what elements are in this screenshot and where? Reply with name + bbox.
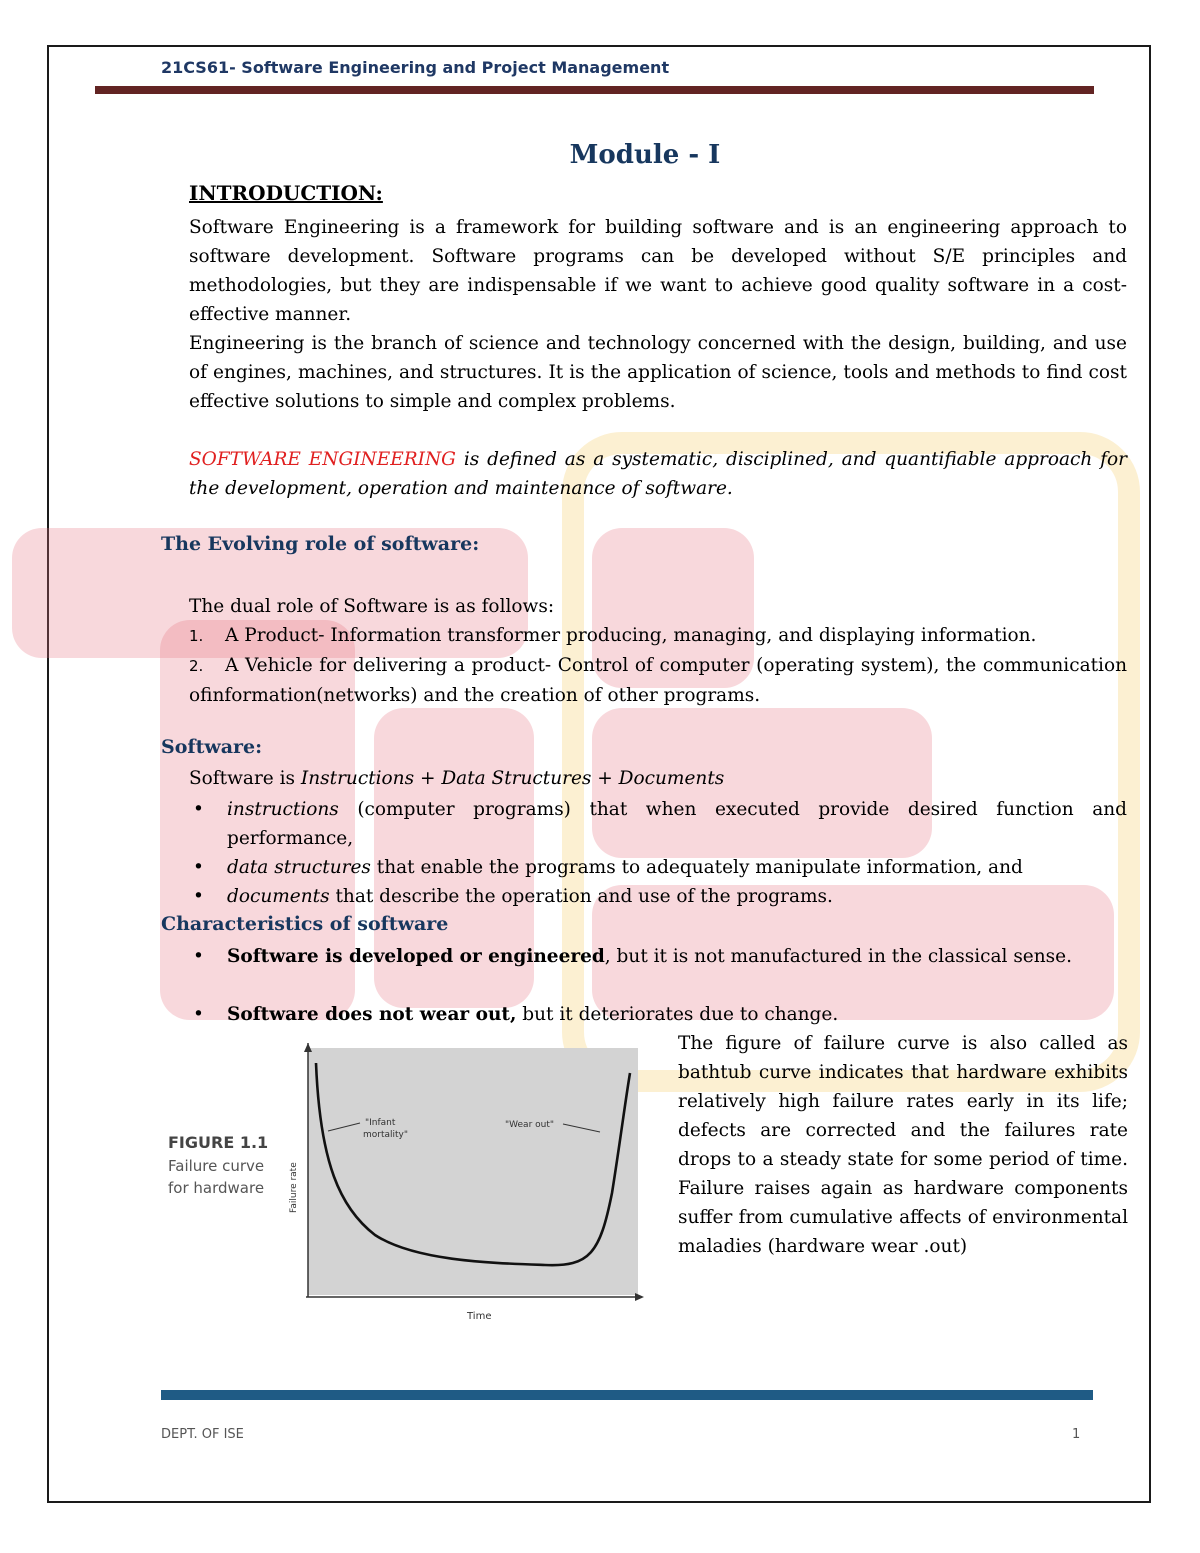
- se-definition-text: is defined as a systematic, disciplined, and quantifiable approach for the development, operation and maintenance of software.: [189, 449, 1127, 499]
- dual-role-list: [189, 621, 1127, 710]
- bullet-bold: Software is developed or engineered: [227, 946, 605, 967]
- footer-rule: [161, 1390, 1093, 1400]
- se-definition: [189, 445, 1127, 503]
- figure-caption-2: for hardware: [168, 1179, 265, 1197]
- intro-paragraph-1: Software Engineering is a framework for building software and is an engineering approach to software development. Software programs can be developed without S/E principles and methodologies, but they are indispensable if we want to achieve good quality software in a cost-effective manner.: [189, 217, 1127, 325]
- figure-label: FIGURE 1.1: [168, 1133, 269, 1152]
- list-text: A Product- Information transformer producing, managing, and displaying information.: [225, 625, 1037, 646]
- bullet-bold: Software does not wear out,: [227, 1004, 517, 1025]
- bullet-text: (computer programs) that when executed provide desired function and performance,: [227, 799, 1127, 849]
- software-components-list: [189, 795, 1127, 911]
- list-item: [189, 942, 1127, 971]
- list-item: [189, 651, 1127, 710]
- bullet-term: documents: [227, 886, 330, 907]
- list-item: [189, 1000, 1127, 1029]
- software-def-prefix: Software is: [189, 768, 301, 789]
- list-item: [189, 795, 1127, 853]
- software-def-formula: Instructions + Data Structures + Documents: [300, 768, 725, 789]
- characteristics-heading: Characteristics of software: [161, 913, 449, 935]
- infant-mortality-label-2: mortality": [363, 1130, 409, 1140]
- evolving-lead: The dual role of Software is as follows:: [189, 596, 555, 617]
- software-definition: [189, 764, 1127, 793]
- list-number: 1.: [189, 627, 204, 645]
- list-item: [189, 621, 1127, 651]
- list-item: [189, 853, 1127, 882]
- bullet-term: data structures: [227, 857, 371, 878]
- list-text: A Vehicle for delivering a product- Control of computer (operating system), the communication ofinformation(networks) and the creation of other programs.: [189, 655, 1127, 706]
- evolving-heading: The Evolving role of software:: [161, 533, 480, 555]
- list-item: [189, 882, 1127, 911]
- figure-caption-1: Failure curve: [168, 1157, 265, 1175]
- wear-out-label: "Wear out": [505, 1120, 555, 1130]
- header-course-title: 21CS61- Software Engineering and Project Management: [161, 58, 670, 77]
- intro-heading: INTRODUCTION:: [189, 181, 383, 205]
- x-axis-arrow: [635, 1293, 644, 1301]
- se-definition-term: SOFTWARE ENGINEERING: [189, 449, 456, 470]
- page-number: 1: [1072, 1427, 1081, 1442]
- page-title: Module - I: [569, 140, 721, 170]
- y-axis-label: Failure rate: [289, 1162, 299, 1213]
- bullet-text: but it deteriorates due to change.: [516, 1004, 839, 1025]
- failure-curve-figure: [160, 1043, 650, 1328]
- bullet-text: that enable the programs to adequately manipulate information, and: [370, 857, 1023, 878]
- infant-mortality-label-1: "Infant: [365, 1118, 396, 1128]
- software-heading: Software:: [161, 736, 263, 758]
- figure-description: The figure of failure curve is also called as bathtub curve indicates that hardware exhibits relatively high failure rates early in its life; defects are corrected and the failures rate drops to a steady state for some period of time. Failure raises again as hardware components suffer from cumulative affects of environmental maladies (hardware wear .out): [678, 1033, 1128, 1257]
- y-axis-arrow: [304, 1043, 312, 1052]
- plot-area: [308, 1048, 638, 1295]
- bullet-term: instructions: [227, 799, 339, 820]
- list-number: 2.: [189, 657, 204, 675]
- bullet-text: , but it is not manufactured in the classical sense.: [604, 946, 1072, 967]
- x-axis-label: Time: [467, 1311, 492, 1322]
- header-rule: [95, 86, 1094, 94]
- characteristics-list: [189, 942, 1127, 1029]
- bullet-text: that describe the operation and use of the programs.: [329, 886, 833, 907]
- footer-department: DEPT. OF ISE: [161, 1427, 244, 1442]
- intro-paragraph-2: Engineering is the branch of science and technology concerned with the design, building, and use of engines, machines, and structures. It is the application of science, tools and methods to find cost effective solutions to simple and complex problems.: [189, 333, 1127, 412]
